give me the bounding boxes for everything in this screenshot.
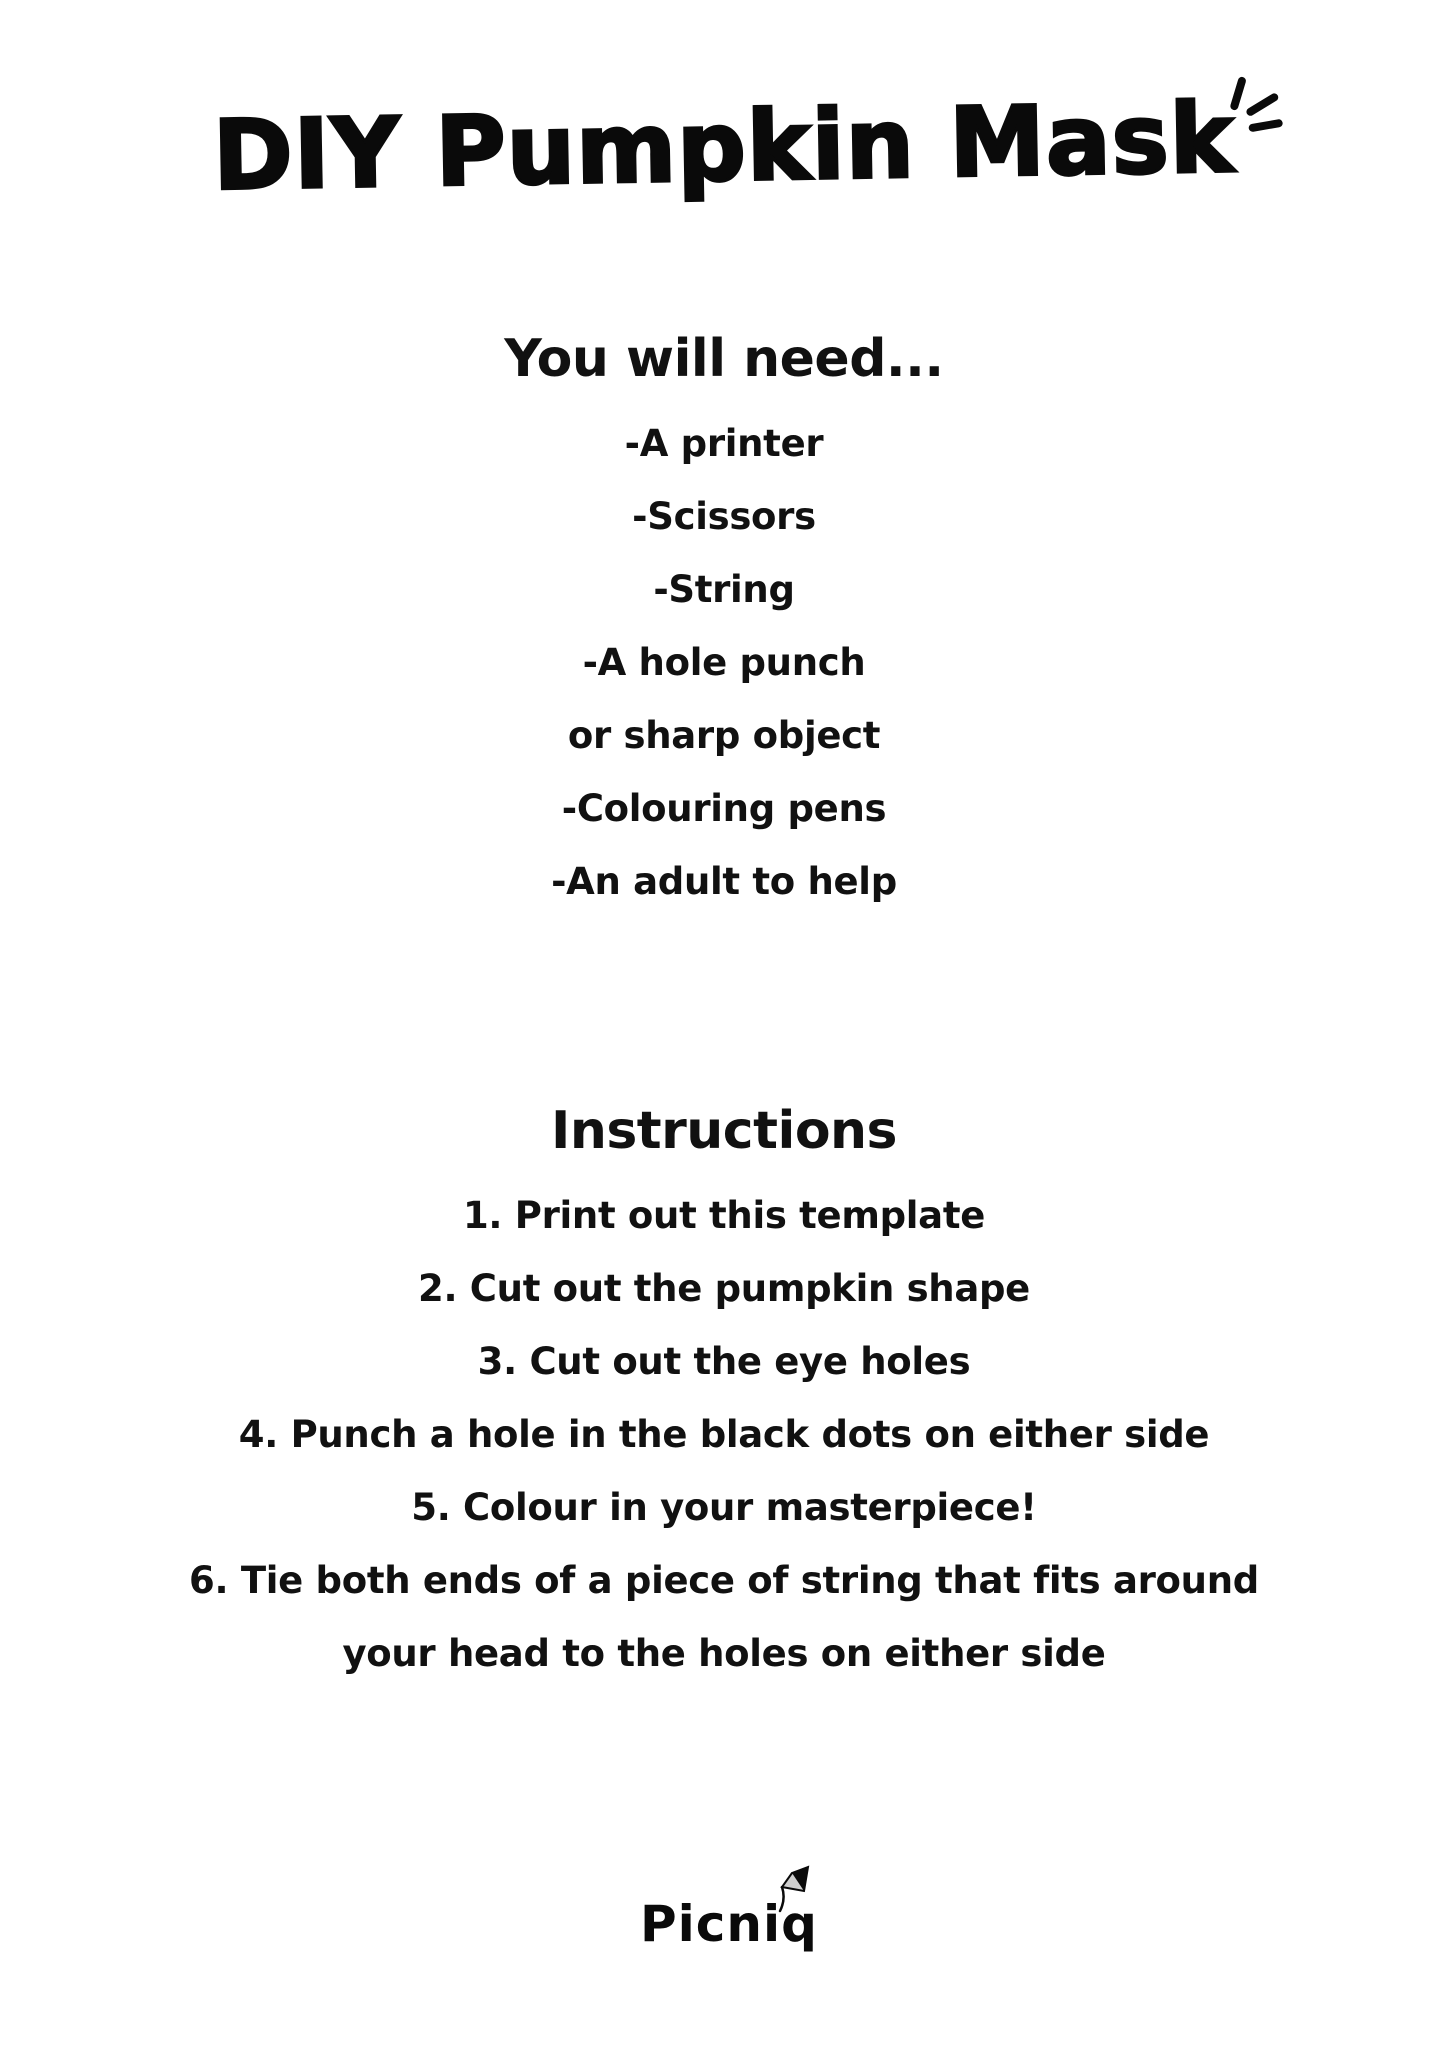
instructions-section [0, 1101, 1448, 1690]
title-area [0, 82, 1448, 212]
list-item: or sharp object [567, 714, 881, 757]
list-item: 6. Tie both ends of a piece of string that fits around [189, 1559, 1259, 1602]
list-item: -Colouring pens [561, 787, 887, 830]
picniq-logo [640, 1865, 818, 1975]
list-item: 2. Cut out the pumpkin shape [418, 1267, 1030, 1310]
list-item: -An adult to help [551, 860, 897, 903]
kite-icon [772, 1865, 812, 1915]
needs-list [0, 407, 1448, 918]
needs-heading: You will need... [504, 329, 944, 389]
logo-text: Picniq [640, 1895, 818, 1953]
page-title [212, 82, 1236, 212]
list-item: -String [653, 568, 795, 611]
list-item: -Scissors [632, 495, 816, 538]
list-item: -A hole punch [582, 641, 866, 684]
needs-section [0, 329, 1448, 918]
instructions-list [0, 1179, 1448, 1690]
sparkle-icon [1224, 75, 1285, 136]
list-item: 5. Colour in your masterpiece! [411, 1486, 1037, 1529]
list-item: 4. Punch a hole in the black dots on either side [238, 1413, 1210, 1456]
list-item: 1. Print out this template [462, 1194, 986, 1237]
list-item: 3. Cut out the eye holes [477, 1340, 971, 1383]
page-title-text: DIY Pumpkin Mask [212, 82, 1236, 212]
instructions-heading: Instructions [550, 1101, 898, 1161]
list-item: -A printer [624, 422, 824, 465]
list-item: your head to the holes on either side [342, 1632, 1106, 1675]
